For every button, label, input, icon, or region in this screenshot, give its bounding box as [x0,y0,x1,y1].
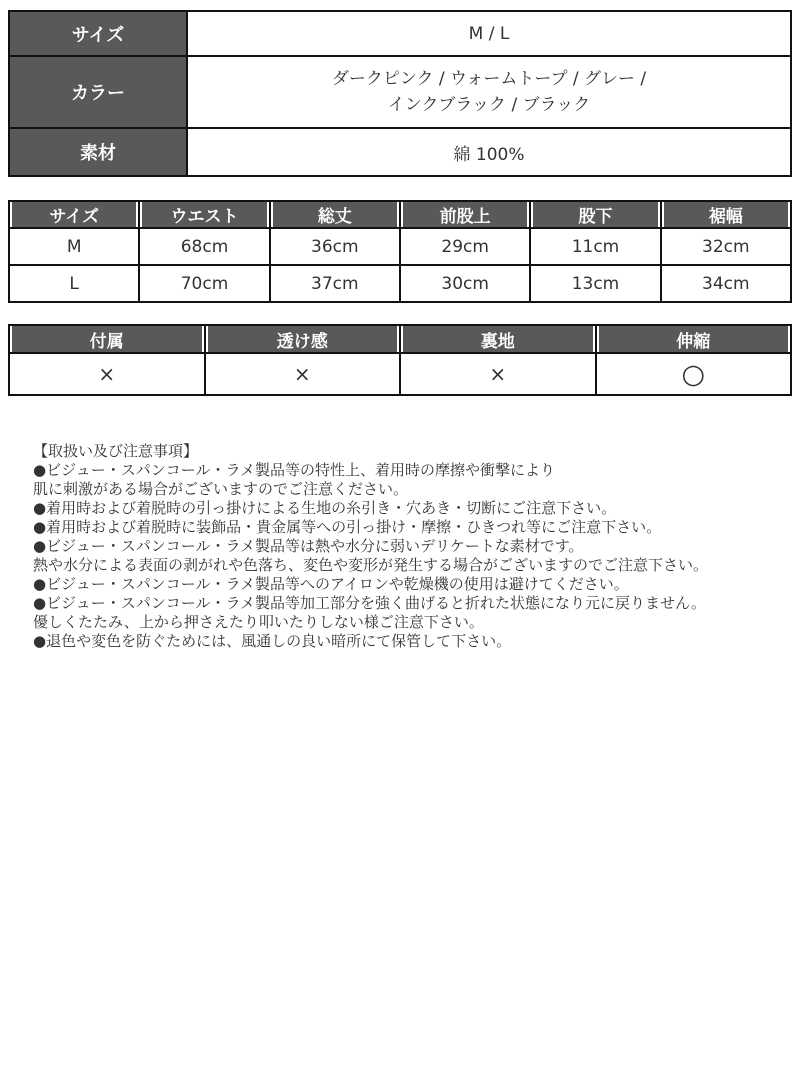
cell: 29cm [400,228,530,265]
col-header-inseam: 股下 [530,201,660,228]
cell: 32cm [661,228,791,265]
cell: 30cm [400,265,530,302]
color-value-line2: インクブラック / ブラック [387,95,591,115]
care-note-line: ●ビジュー・スパンコール・ラメ製品等は熱や水分に弱いデリケートな素材です。 [33,537,584,555]
table-header-row [9,201,791,228]
care-note-line: 熱や水分による表面の剥がれや色落ち、変色や変形が発生する場合がございますのでご注意下さい。 [33,556,709,574]
table-row-size-m [9,228,791,265]
col-header-hem-width: 裾幅 [661,201,791,228]
col-header-front-rise: 前股上 [400,201,530,228]
care-notes-title: 【取扱い及び注意事項】 [33,442,199,460]
lining-value: × [400,353,596,395]
color-label: カラー [9,56,187,128]
care-notes [33,442,792,651]
care-note-line: ●ビジュー・スパンコール・ラメ製品等へのアイロンや乾燥機の使用は避けてください。 [33,575,629,593]
col-header-stretch: 伸縮 [596,325,792,353]
table-row-size-l [9,265,791,302]
col-header-lining: 裏地 [400,325,596,353]
table-row [9,56,791,128]
care-note-line: ●着用時および着脱時の引っ掛けによる生地の糸引き・穴あき・切断にご注意下さい。 [33,499,617,517]
size-value: M / L [187,11,791,56]
col-header-size: サイズ [9,201,139,228]
col-header-total-length: 総丈 [270,201,400,228]
care-note-line: ●着用時および着脱時に装飾品・貴金属等への引っ掛け・摩擦・ひきつれ等にご注意下さい。 [33,518,662,536]
cell: L [9,265,139,302]
cell: 37cm [270,265,400,302]
table-row [9,11,791,56]
table-header-row [9,325,791,353]
color-value [187,56,791,128]
care-note-line: 肌に刺激がある場合がございますのでご注意ください。 [33,480,409,498]
cell: 36cm [270,228,400,265]
cell: 34cm [661,265,791,302]
cell: 70cm [139,265,269,302]
table-row [9,128,791,176]
col-header-waist: ウエスト [139,201,269,228]
material-value: 綿 100% [187,128,791,176]
care-note-line: 優しくたたみ、上から押さえたり叩いたりしない様ご注意下さい。 [33,613,484,631]
care-note-line: ●ビジュー・スパンコール・ラメ製品等加工部分を強く曲げると折れた状態になり元に戻りません。 [33,594,706,612]
table-row [9,353,791,395]
product-info-table [8,10,792,177]
care-note-line: ●ビジュー・スパンコール・ラメ製品等の特性上、着用時の摩擦や衝撃により [33,461,556,479]
cell: M [9,228,139,265]
accessories-value: × [9,353,205,395]
col-header-sheerness: 透け感 [205,325,401,353]
cell: 13cm [530,265,660,302]
care-note-line: ●退色や変色を防ぐためには、風通しの良い暗所にて保管して下さい。 [33,632,512,650]
size-measurement-table [8,200,792,303]
material-label: 素材 [9,128,187,176]
col-header-accessories: 付属 [9,325,205,353]
stretch-value: ○ [596,353,792,395]
cell: 11cm [530,228,660,265]
sheerness-value: × [205,353,401,395]
color-value-line1: ダークピンク / ウォームトープ / グレー / [331,69,647,89]
feature-table [8,324,792,396]
size-label: サイズ [9,11,187,56]
cell: 68cm [139,228,269,265]
